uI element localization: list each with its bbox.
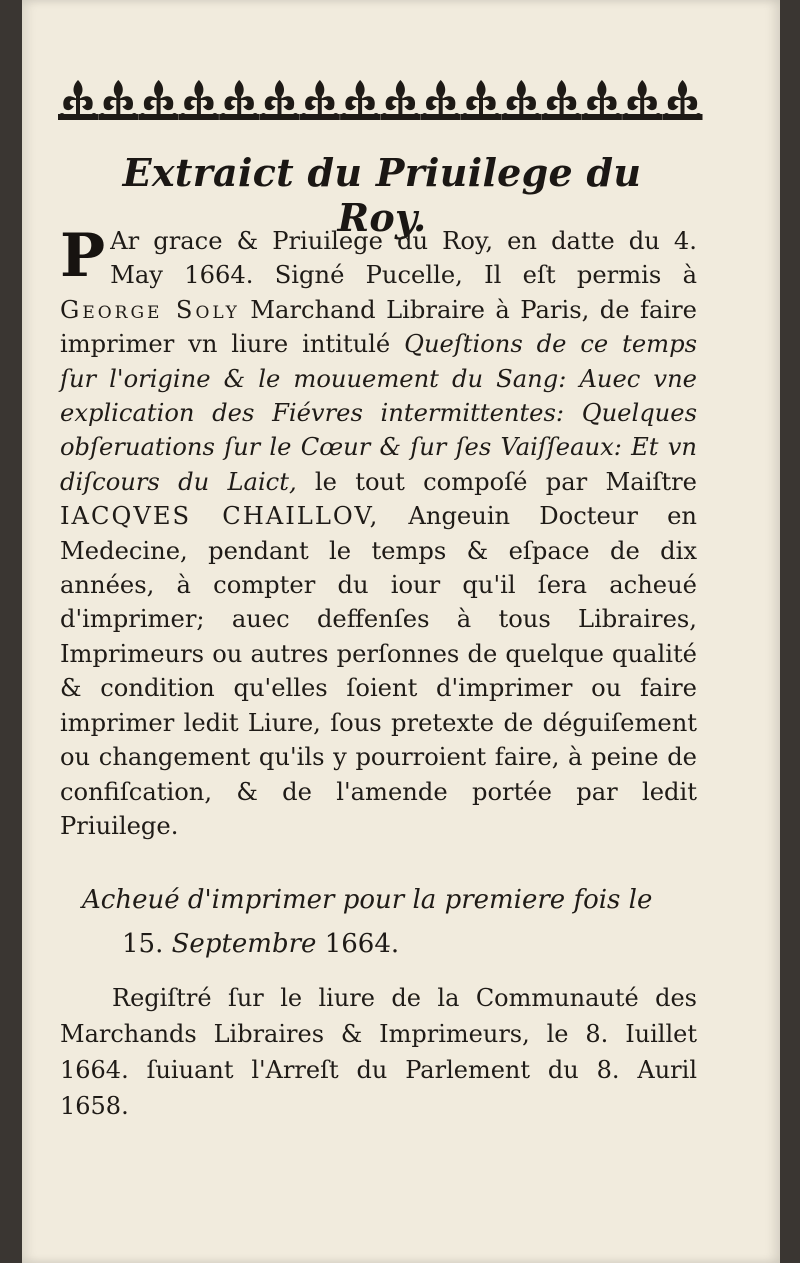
fleuron-icon <box>461 80 501 120</box>
fleuron-icon <box>582 80 622 120</box>
achieve-year: 1664. <box>324 929 400 959</box>
registration-paragraph: Regiſtré ſur le liure de la Communauté des Marchands Libraires & Imprimeurs, le 8. Iuillet 1664. ſuiuant l'Arreſt du Parlement du 8. Auril 1658. <box>60 984 697 1120</box>
fleuron-icon <box>663 80 703 120</box>
fleuron-icon <box>340 80 380 120</box>
page-title: Extraict du Priuilege du Roy. <box>122 150 642 240</box>
fleuron-icon <box>179 80 219 120</box>
fleuron-ornament-band <box>58 72 703 124</box>
fleuron-icon <box>421 80 461 120</box>
fleuron-icon <box>260 80 300 120</box>
drop-cap: P <box>60 221 106 291</box>
privilege-text-part1: Ar grace & Priuilege du Roy, en datte du 4. May 1664. Signé Pucelle, Il eſt permis à <box>110 227 697 290</box>
fleuron-icon <box>542 80 582 120</box>
achieve-day: 15. <box>122 929 164 959</box>
privilege-paragraph <box>60 221 697 843</box>
author-name: IACQVES CHAILLOV, <box>60 502 380 531</box>
fleuron-icon <box>622 80 662 120</box>
book-title: Queſtions de ce temps ſur l'origine & le mouuement du Sang: Auec vne explication des Fiévres intermittentes: Quelques obſeruations ſur le Cœur & ſur ſes Vaiſſeaux: Et vn diſcours du Laict, <box>60 330 697 496</box>
fleuron-icon <box>300 80 340 120</box>
printing-completed-note <box>82 878 702 966</box>
achieve-line1: Acheué d'imprimer pour la premiere fois le <box>82 885 653 915</box>
document-page <box>22 0 780 1263</box>
privilege-text-part4: Angeuin Docteur en Medecine, pendant le temps & eſpace de dix années, à compter du iour qu'il ſera acheué d'imprimer; auec deffenſes à tous Libraires, Imprimeurs ou autres perſonnes de quelque qualité & condition qu'elles ſoient d'imprimer ou faire imprimer ledit Liure, ſous pretexte de déguiſement ou changement qu'ils y pourroient faire, à peine de confiſcation, & de l'amende portée par ledit Priuilege. <box>60 502 697 840</box>
publisher-name: George Soly <box>60 295 240 324</box>
fleuron-icon <box>139 80 179 120</box>
achieve-month: Septembre <box>171 929 317 959</box>
fleuron-icon <box>219 80 259 120</box>
privilege-text-part2: Marchand Libraire à Paris, de faire imprimer vn liure intitulé <box>60 295 697 359</box>
fleuron-icon <box>380 80 420 120</box>
fleuron-icon <box>501 80 541 120</box>
achieve-line2 <box>82 922 702 966</box>
fleuron-icon <box>58 80 98 120</box>
privilege-text-part3: le tout compoſé par Maiſtre <box>296 467 697 496</box>
fleuron-icon <box>98 80 138 120</box>
